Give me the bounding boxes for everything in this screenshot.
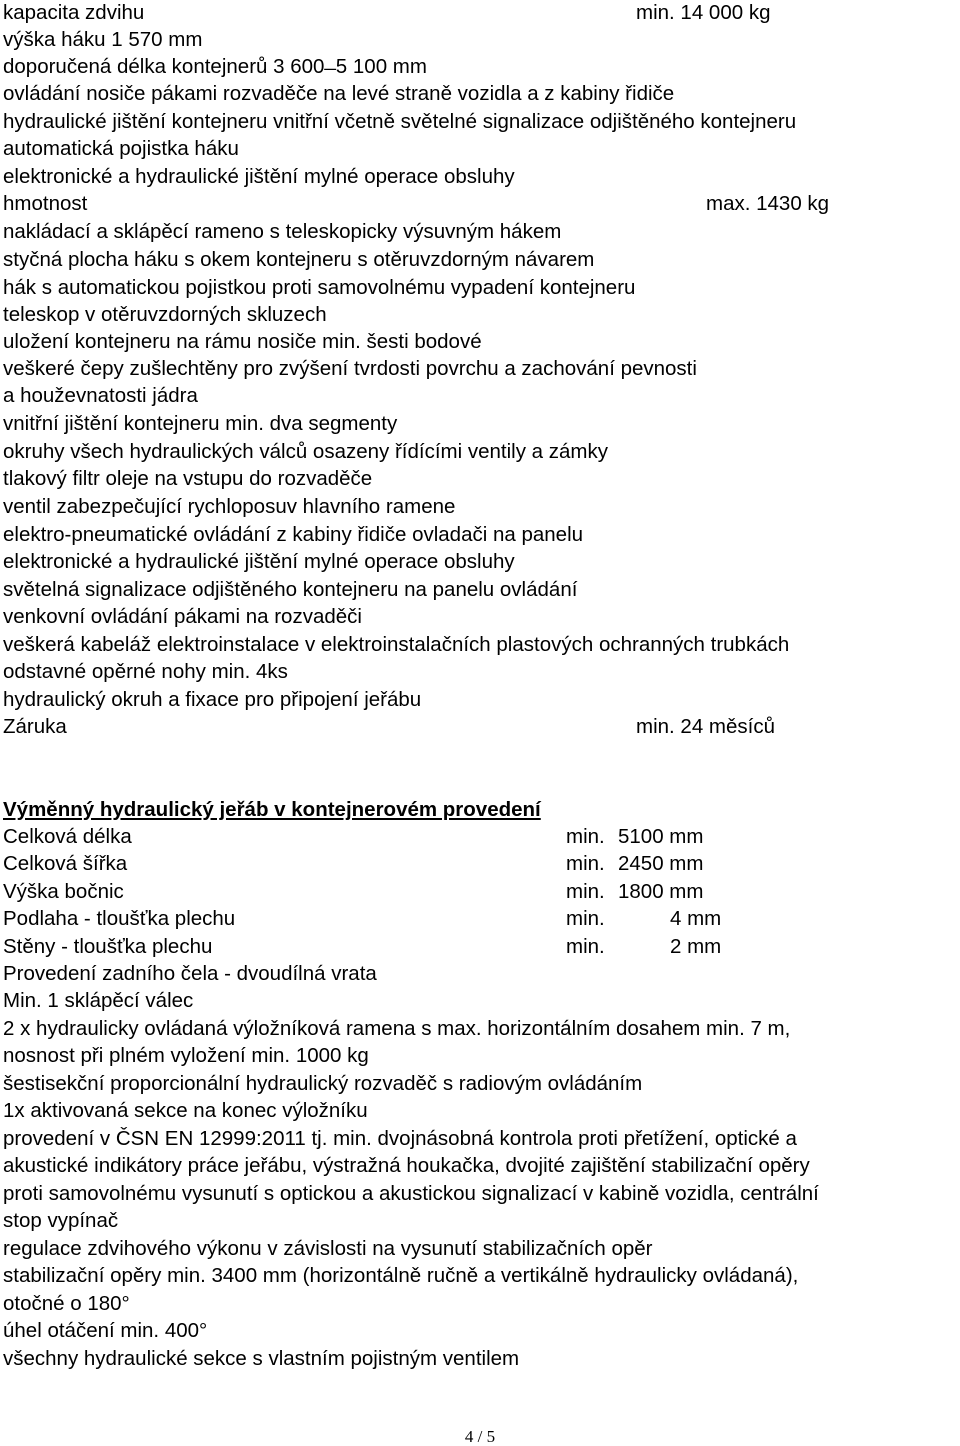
text-line: venkovní ovládání pákami na rozvaděči: [3, 605, 362, 628]
text-line: elektronické a hydraulické jištění mylné operace obsluhy: [3, 550, 515, 573]
text-line: regulace zdvihového výkonu v závislosti na vysunutí stabilizačních opěr: [3, 1237, 653, 1260]
text-line: hydraulický okruh a fixace pro připojení jeřábu: [3, 688, 422, 711]
text-line: proti samovolnému vysunutí s optickou a akustickou signalizací v kabině vozidla, centrální: [3, 1182, 819, 1205]
spec-min: min.: [566, 935, 605, 958]
spec-label: Výška bočnic: [3, 880, 124, 903]
text-line: elektronické a hydraulické jištění mylné operace obsluhy: [3, 165, 515, 188]
section-heading: Výměnný hydraulický jeřáb v kontejnerovém provedení: [3, 798, 541, 821]
text-line: hák s automatickou pojistkou proti samovolnému vypadení kontejneru: [3, 276, 636, 299]
text-line: nosnost při plném vyložení min. 1000 kg: [3, 1044, 369, 1067]
text-line: tlakový filtr oleje na vstupu do rozvaděče: [3, 467, 373, 490]
text-line: ovládání nosiče pákami rozvaděče na levé straně vozidla a z kabiny řidiče: [3, 82, 675, 105]
text-line: automatická pojistka háku: [3, 137, 239, 160]
spec-min: min.: [566, 825, 605, 848]
text-line: stop vypínač: [3, 1209, 119, 1232]
spec-min: min.: [566, 880, 605, 903]
spec-label: Celková délka: [3, 825, 132, 848]
text-line: Provedení zadního čela - dvoudílná vrata: [3, 962, 377, 985]
text-line: všechny hydraulické sekce s vlastním pojistným ventilem: [3, 1347, 520, 1370]
text-line: hydraulické jištění kontejneru vnitřní včetně světelné signalizace odjištěného kontejneru: [3, 110, 797, 133]
text-line: hmotnost: [3, 192, 88, 215]
text-line: 1x aktivovaná sekce na konec výložníku: [3, 1099, 368, 1122]
spec-value: 2450 mm: [618, 852, 704, 875]
text-line: Záruka: [3, 715, 67, 738]
text-line: veškeré čepy zušlechtěny pro zvýšení tvrdosti povrchu a zachování pevnosti: [3, 357, 697, 380]
text-line: Min. 1 sklápěcí válec: [3, 989, 194, 1012]
text-line: nakládací a sklápěcí rameno s teleskopicky výsuvným hákem: [3, 220, 562, 243]
text-line: vnitřní jištění kontejneru min. dva segmenty: [3, 412, 398, 435]
spec-label: Celková šířka: [3, 852, 128, 875]
spec-min: min.: [566, 907, 605, 930]
text-line: stabilizační opěry min. 3400 mm (horizontálně ručně a vertikálně hydraulicky ovládaná),: [3, 1264, 799, 1287]
text-line: 2 x hydraulicky ovládaná výložníková ramena s max. horizontálním dosahem min. 7 m,: [3, 1017, 791, 1040]
text-line: elektro-pneumatické ovládání z kabiny řidiče ovladači na panelu: [3, 523, 584, 546]
text-line: uložení kontejneru na rámu nosiče min. šesti bodové: [3, 330, 482, 353]
weight-value: max. 1430 kg: [706, 192, 830, 215]
text-line: teleskop v otěruvzdorných skluzech: [3, 303, 327, 326]
text-line: světelná signalizace odjištěného kontejneru na panelu ovládání: [3, 578, 578, 601]
text-line: provedení v ČSN EN 12999:2011 tj. min. dvojnásobná kontrola proti přetížení, optické a: [3, 1127, 797, 1150]
spec-label: Stěny - tloušťka plechu: [3, 935, 213, 958]
text-line: a houževnatosti jádra: [3, 384, 198, 407]
warranty-value: min. 24 měsíců: [636, 715, 775, 738]
spec-value: 5100 mm: [618, 825, 704, 848]
text-line: kapacita zdvihu: [3, 1, 145, 24]
spec-min: min.: [566, 852, 605, 875]
capacity-value: min. 14 000 kg: [636, 1, 771, 24]
spec-label: Podlaha - tloušťka plechu: [3, 907, 236, 930]
spec-value: 2 mm: [670, 935, 722, 958]
text-line: úhel otáčení min. 400°: [3, 1319, 208, 1342]
text-line: veškerá kabeláž elektroinstalace v elektroinstalačních plastových ochranných trubkách: [3, 633, 790, 656]
text-line: okruhy všech hydraulických válců osazeny řídícími ventily a zámky: [3, 440, 608, 463]
text-line: styčná plocha háku s okem kontejneru s otěruvzdorným návarem: [3, 248, 595, 271]
spec-value: 4 mm: [670, 907, 722, 930]
text-line: odstavné opěrné nohy min. 4ks: [3, 660, 288, 683]
spec-value: 1800 mm: [618, 880, 704, 903]
text-line: výška háku 1 570 mm: [3, 28, 203, 51]
text-line: otočné o 180°: [3, 1292, 130, 1315]
text-line: ventil zabezpečující rychloposuv hlavního ramene: [3, 495, 456, 518]
text-line: doporučená délka kontejnerů 3 600 ̶ 5 100 mm: [3, 55, 427, 78]
page-number: 4 / 5: [464, 1427, 496, 1446]
text-line: akustické indikátory práce jeřábu, výstražná houkačka, dvojité zajištění stabilizační opěry: [3, 1154, 810, 1177]
text-line: šestisekční proporcionální hydraulický rozvaděč s radiovým ovládáním: [3, 1072, 643, 1095]
